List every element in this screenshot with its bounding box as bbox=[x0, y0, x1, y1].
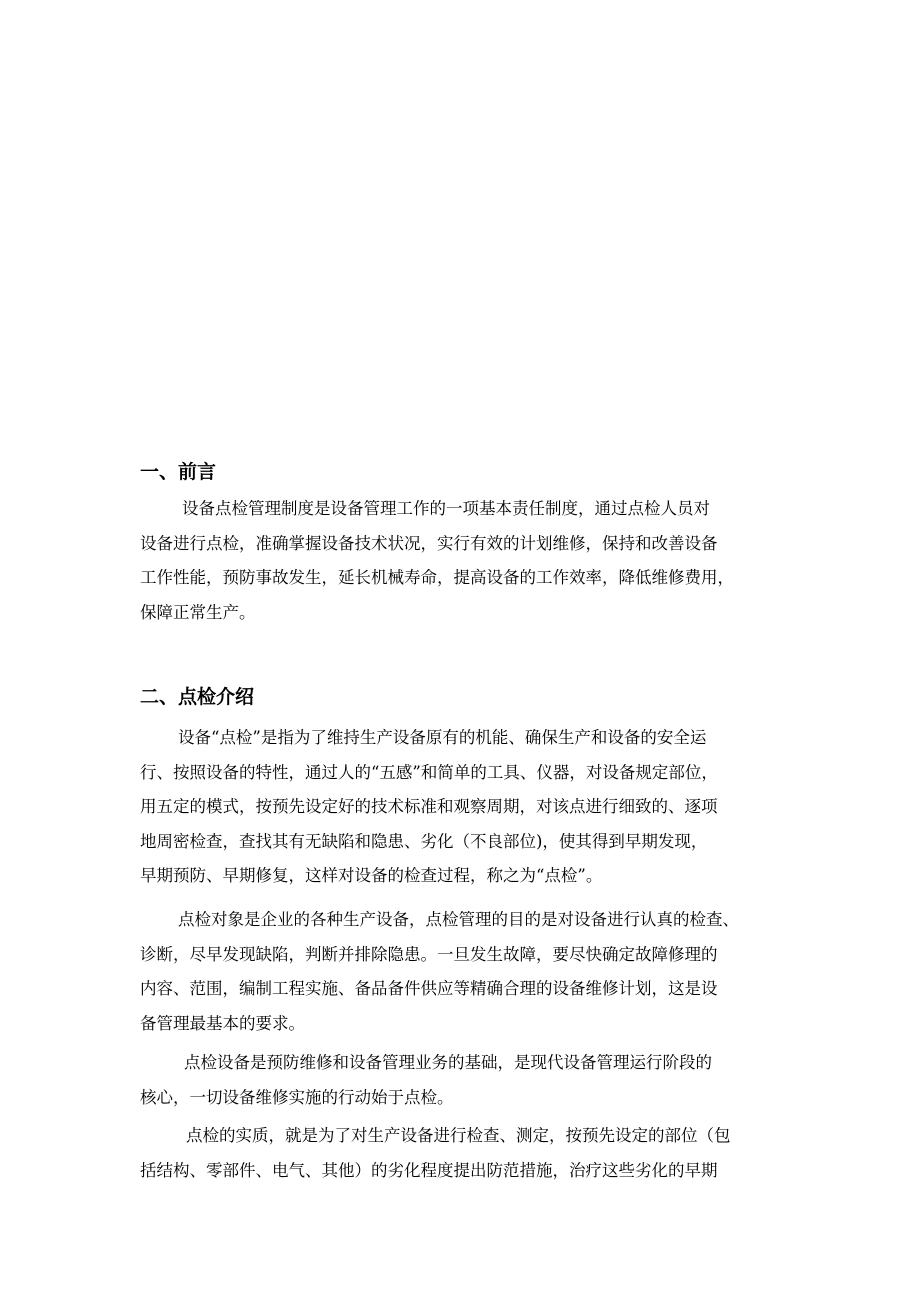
text-line: 工作性能，预防事故发生，延长机械寿命，提高设备的工作效率，降低维修费用， bbox=[140, 568, 734, 587]
text-line: 点检的实质，就是为了对生产设备进行检查、测定，按预先设定的部位（包 bbox=[186, 1126, 731, 1145]
text-line: 早期预防、早期修复，这样对设备的检查过程，称之为“点检”。 bbox=[140, 866, 603, 885]
text-line: 保障正常生产。 bbox=[140, 602, 256, 622]
text-line: 地周密检查，查找其有无缺陷和隐患、劣化（不良部位)，使其得到早期发现， bbox=[140, 831, 708, 851]
inspection-definition-paragraph bbox=[140, 721, 790, 894]
text-line: 用五定的模式，按预先设定好的技术标准和观察周期，对该点进行细致的、逐项 bbox=[140, 797, 718, 816]
text-line: 设备点检管理制度是设备管理工作的一项基本责任制度，通过点检人员对 bbox=[182, 499, 710, 518]
section-heading-preface: 一、前言 bbox=[140, 461, 217, 483]
text-line: 点检对象是企业的各种生产设备，点检管理的目的是对设备进行认真的检查、 bbox=[178, 910, 739, 929]
section-heading-inspection-intro: 二、点检介绍 bbox=[140, 686, 255, 708]
inspection-purpose-paragraph bbox=[140, 903, 790, 1041]
text-line: 核心，一切设备维修实施的行动始于点检。 bbox=[140, 1087, 454, 1107]
text-line: 诊断，尽早发现缺陷，判断并排除隐患。一旦发生故障，要尽快确定故障修理的 bbox=[140, 944, 718, 964]
text-line: 括结构、零部件、电气、其他）的劣化程度提出防范措施，治疗这些劣化的早期 bbox=[140, 1160, 718, 1180]
text-line: 内容、范围，编制工程实施、备品备件供应等精确合理的设备维修计划，这是设 bbox=[140, 979, 718, 998]
text-line: 设备进行点检，准确掌握设备技术状况，实行有效的计划维修，保持和改善设备 bbox=[140, 533, 718, 553]
text-line: 行、按照设备的特性，通过人的“五感”和简单的工具、仪器，对设备规定部位， bbox=[140, 762, 718, 782]
text-line: 点检设备是预防维修和设备管理业务的基础，是现代设备管理运行阶段的 bbox=[184, 1053, 712, 1072]
preface-paragraph bbox=[140, 492, 790, 630]
inspection-essence-paragraph bbox=[140, 1119, 790, 1188]
text-line: 设备“点检”是指为了维持生产设备原有的机能、确保生产和设备的安全运 bbox=[178, 728, 707, 747]
text-line: 备管理最基本的要求。 bbox=[140, 1013, 305, 1033]
inspection-basis-paragraph bbox=[140, 1046, 790, 1115]
